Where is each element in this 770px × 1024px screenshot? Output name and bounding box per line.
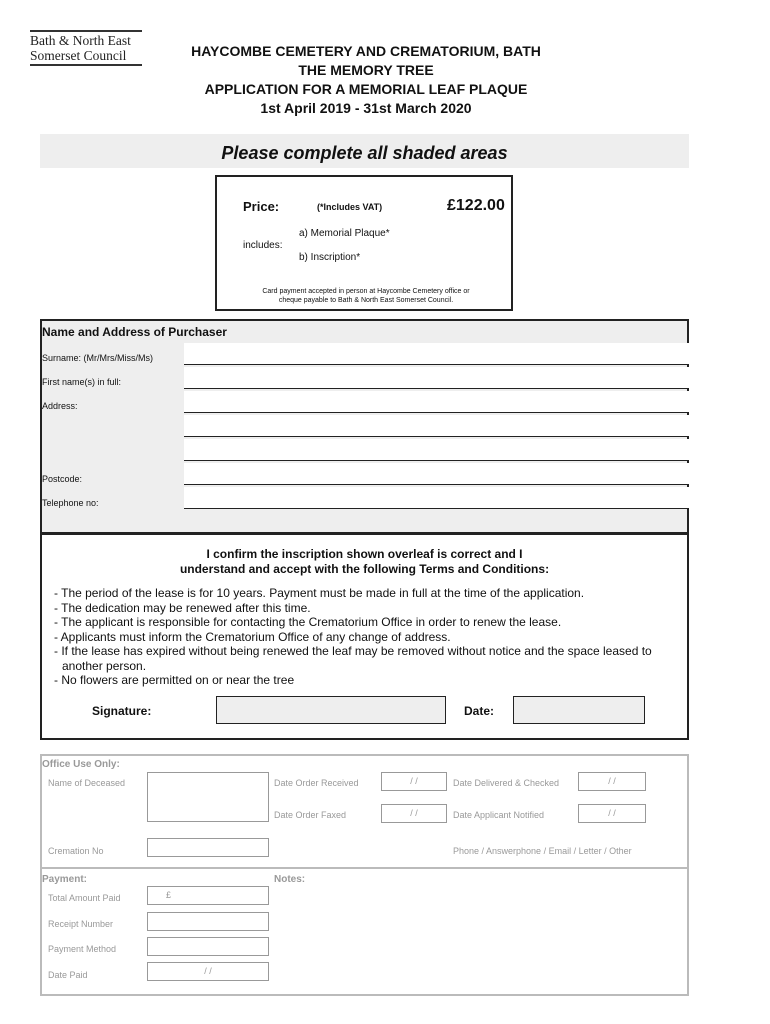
- address-field-2[interactable]: [184, 415, 689, 437]
- signature-label: Signature:: [92, 704, 152, 718]
- order-received-label: Date Order Received: [274, 778, 359, 788]
- notified-field[interactable]: / /: [578, 804, 646, 823]
- header-line-4: 1st April 2019 - 31st March 2020: [260, 100, 472, 116]
- address-label: Address:: [42, 401, 78, 411]
- order-received-field[interactable]: / /: [381, 772, 447, 791]
- logo-line-1: Bath & North East: [30, 33, 131, 48]
- postcode-field[interactable]: [184, 463, 689, 485]
- include-item-a: a) Memorial Plaque*: [299, 228, 390, 239]
- total-paid-label: Total Amount Paid: [48, 893, 121, 903]
- postcode-label: Postcode:: [42, 474, 83, 484]
- method-field[interactable]: [147, 937, 269, 956]
- date-paid-field[interactable]: / /: [147, 962, 269, 981]
- confirm-statement: [42, 547, 687, 577]
- form-header: [150, 42, 582, 118]
- total-paid-field[interactable]: £: [147, 886, 269, 905]
- office-use-section: [40, 754, 689, 996]
- address-field-1[interactable]: [184, 391, 689, 413]
- date-paid-label: Date Paid: [48, 970, 88, 980]
- term-item: - The applicant is responsible for contacting the Crematorium Office in order to renew the lease.: [54, 615, 562, 629]
- office-divider: [42, 867, 687, 869]
- cremation-label: Cremation No: [48, 846, 104, 856]
- firstnames-label: First name(s) in full:: [42, 377, 122, 387]
- firstnames-field[interactable]: [184, 367, 689, 389]
- term-item: - If the lease has expired without being renewed the leaf may be removed without notice and the space leased to another person.: [54, 644, 652, 673]
- date-field[interactable]: [513, 696, 645, 724]
- surname-field[interactable]: [184, 343, 689, 365]
- date-label: Date:: [464, 704, 495, 718]
- notes-title: Notes:: [274, 874, 306, 885]
- term-item: - Applicants must inform the Crematorium Office of any change of address.: [54, 629, 451, 644]
- notified-label: Date Applicant Notified: [453, 810, 545, 820]
- council-logo: [30, 30, 142, 66]
- confirm-line-2: understand and accept with the following Terms and Conditions:: [179, 562, 550, 576]
- header-line-3: APPLICATION FOR A MEMORIAL LEAF PLAQUE: [204, 81, 528, 97]
- instruction-banner: Please complete all shaded areas: [40, 134, 689, 168]
- logo-line-2: Somerset Council: [30, 48, 127, 63]
- purchaser-section: [40, 319, 689, 534]
- price-box: [215, 175, 513, 311]
- payment-info: [221, 287, 511, 305]
- header-line-1: HAYCOMBE CEMETERY AND CREMATORIUM, BATH: [191, 43, 541, 59]
- vat-note: (*Includes VAT): [317, 202, 383, 212]
- deceased-field[interactable]: [147, 772, 269, 822]
- address-field-3[interactable]: [184, 439, 689, 461]
- terms-section: [40, 533, 689, 740]
- delivered-field[interactable]: / /: [578, 772, 646, 791]
- payment-title: Payment:: [42, 874, 88, 885]
- confirm-line-1: I confirm the inscription shown overleaf is correct and I: [206, 547, 523, 561]
- include-item-b: b) Inscription*: [299, 252, 361, 263]
- price-label: Price:: [243, 199, 280, 214]
- price-amount: £122.00: [447, 197, 505, 214]
- deceased-label: Name of Deceased: [48, 778, 126, 788]
- telephone-label: Telephone no:: [42, 498, 99, 508]
- includes-label: includes:: [243, 240, 283, 251]
- receipt-label: Receipt Number: [48, 919, 114, 929]
- purchaser-title: Name and Address of Purchaser: [42, 325, 227, 339]
- term-item: - The period of the lease is for 10 years. Payment must be made in full at the time of the application.: [54, 586, 585, 600]
- payment-info-line-2: cheque payable to Bath & North East Somerset Council.: [278, 297, 454, 304]
- order-faxed-label: Date Order Faxed: [274, 810, 347, 820]
- cremation-field[interactable]: [147, 838, 269, 857]
- payment-info-line-1: Card payment accepted in person at Haycombe Cemetery office or: [262, 288, 470, 295]
- delivered-label: Date Delivered & Checked: [453, 778, 560, 788]
- telephone-field[interactable]: [184, 487, 689, 509]
- term-item: - No flowers are permitted on or near the tree: [54, 673, 295, 687]
- header-line-2: THE MEMORY TREE: [298, 62, 434, 78]
- surname-label: Surname: (Mr/Mrs/Miss/Ms): [42, 353, 153, 363]
- contact-method-label: Phone / Answerphone / Email / Letter / Other: [453, 846, 632, 856]
- signature-field[interactable]: [216, 696, 446, 724]
- receipt-field[interactable]: [147, 912, 269, 931]
- order-faxed-field[interactable]: / /: [381, 804, 447, 823]
- office-title: Office Use Only:: [42, 759, 120, 770]
- terms-list: [54, 586, 684, 688]
- term-item: - The dedication may be renewed after this time.: [54, 600, 311, 615]
- method-label: Payment Method: [48, 944, 117, 954]
